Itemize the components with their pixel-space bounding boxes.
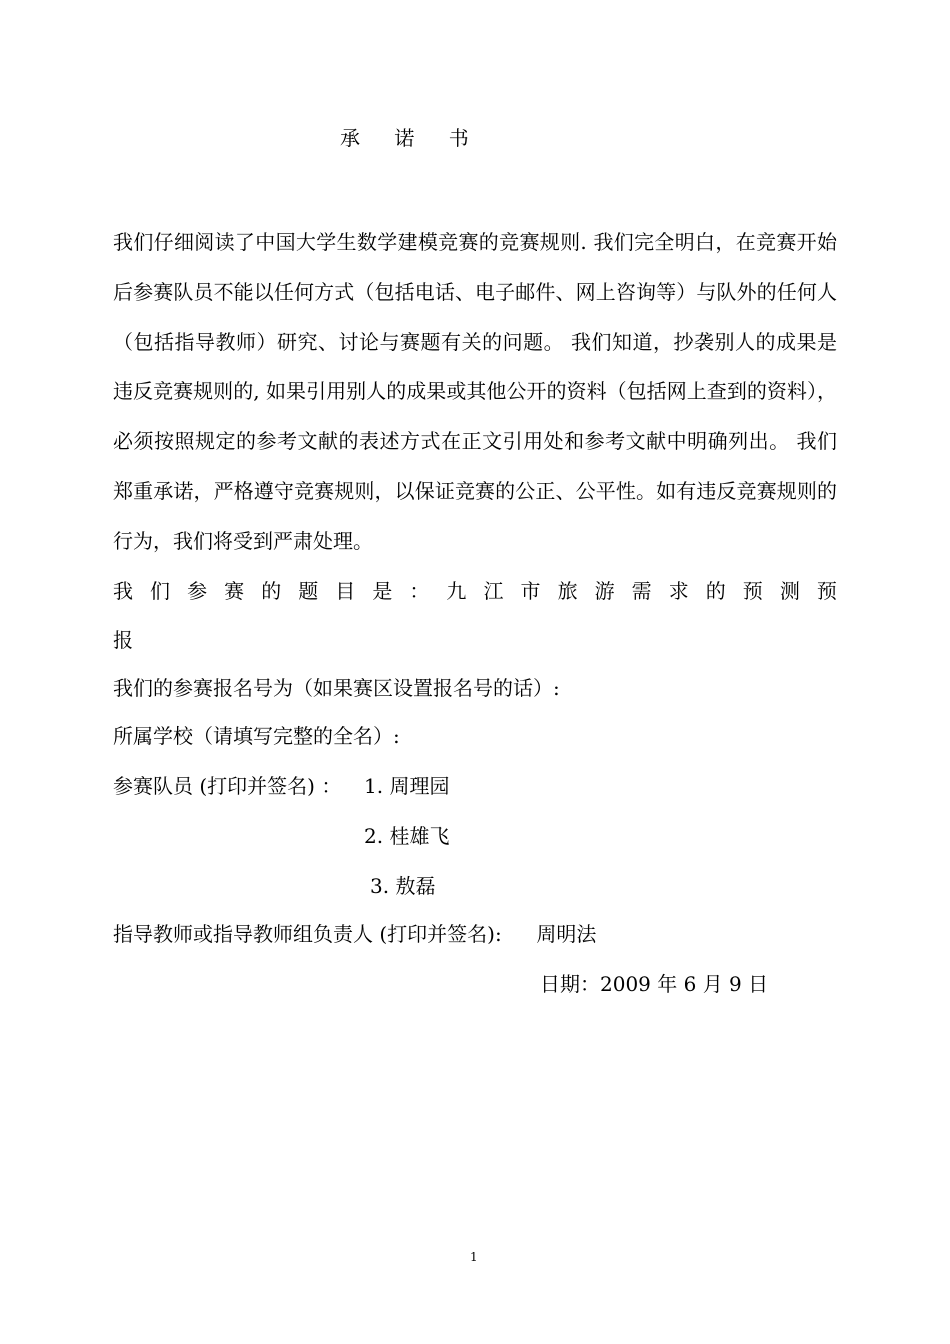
topic-char: 目 bbox=[335, 579, 356, 603]
topic-char: 九 bbox=[446, 579, 467, 603]
topic-char: 题 bbox=[298, 579, 319, 603]
pledge-paragraph: 我们仔细阅读了中国大学生数学建模竞赛的竞赛规则. 我们完全明白，在竞赛开始后参赛队员不能以任何方式（包括电话、电子邮件、网上咨询等）与队外的任何人（包括指导教师）研究、讨论与赛题有关的问题。 我们知道，抄袭别人的成果是违反竞赛规则的, 如果引用别人的成果或其他公开的资料（包括网上查到的资料），必须按照规定的参考文献的表述方式在正文引用处和参考文献中明确列出。 我们郑重承诺，严格遵守竞赛规则，以保证竞赛的公正、公平性。如有违反竞赛规则的行为，我们将受到严肃处理。 bbox=[113, 230, 837, 553]
topic-char: 赛 bbox=[224, 579, 245, 603]
school-label: 所属学校（请填写完整的全名）: bbox=[113, 724, 400, 748]
topic-char: 游 bbox=[594, 579, 615, 603]
topic-char: ： bbox=[409, 579, 430, 603]
page-number: 1 bbox=[470, 1250, 478, 1264]
topic-char: 是 bbox=[372, 579, 393, 603]
team-member-2: 2. 桂雄飞 bbox=[364, 824, 450, 848]
advisor-line bbox=[113, 918, 596, 947]
topic-line-1 bbox=[113, 567, 837, 616]
topic-char: 预 bbox=[742, 579, 763, 603]
topic-char: 参 bbox=[187, 579, 208, 603]
competition-topic bbox=[113, 567, 837, 665]
topic-char: 我 bbox=[113, 579, 133, 603]
document-title: 承 诺 书 bbox=[340, 126, 483, 150]
topic-char: 们 bbox=[150, 579, 171, 603]
advisor-name: 周明法 bbox=[536, 922, 597, 946]
topic-line-2: 报 bbox=[113, 628, 133, 652]
topic-char: 市 bbox=[520, 579, 541, 603]
topic-char: 预 bbox=[816, 579, 837, 603]
topic-char: 旅 bbox=[557, 579, 578, 603]
topic-char: 的 bbox=[705, 579, 726, 603]
team-member-3: 3. 敖磊 bbox=[370, 874, 436, 898]
team-member-1: 1. 周理园 bbox=[364, 774, 450, 798]
topic-char: 需 bbox=[631, 579, 652, 603]
signing-date: 日期：2009 年 6 月 9 日 bbox=[540, 972, 769, 996]
topic-char: 江 bbox=[483, 579, 504, 603]
registration-number-label: 我们的参赛报名号为（如果赛区设置报名号的话）: bbox=[113, 676, 560, 700]
topic-char: 的 bbox=[261, 579, 282, 603]
topic-char: 求 bbox=[668, 579, 689, 603]
topic-char: 测 bbox=[779, 579, 800, 603]
team-members-label: 参赛队员 (打印并签名) ： bbox=[113, 774, 342, 798]
advisor-label: 指导教师或指导教师组负责人 (打印并签名): bbox=[113, 922, 502, 946]
